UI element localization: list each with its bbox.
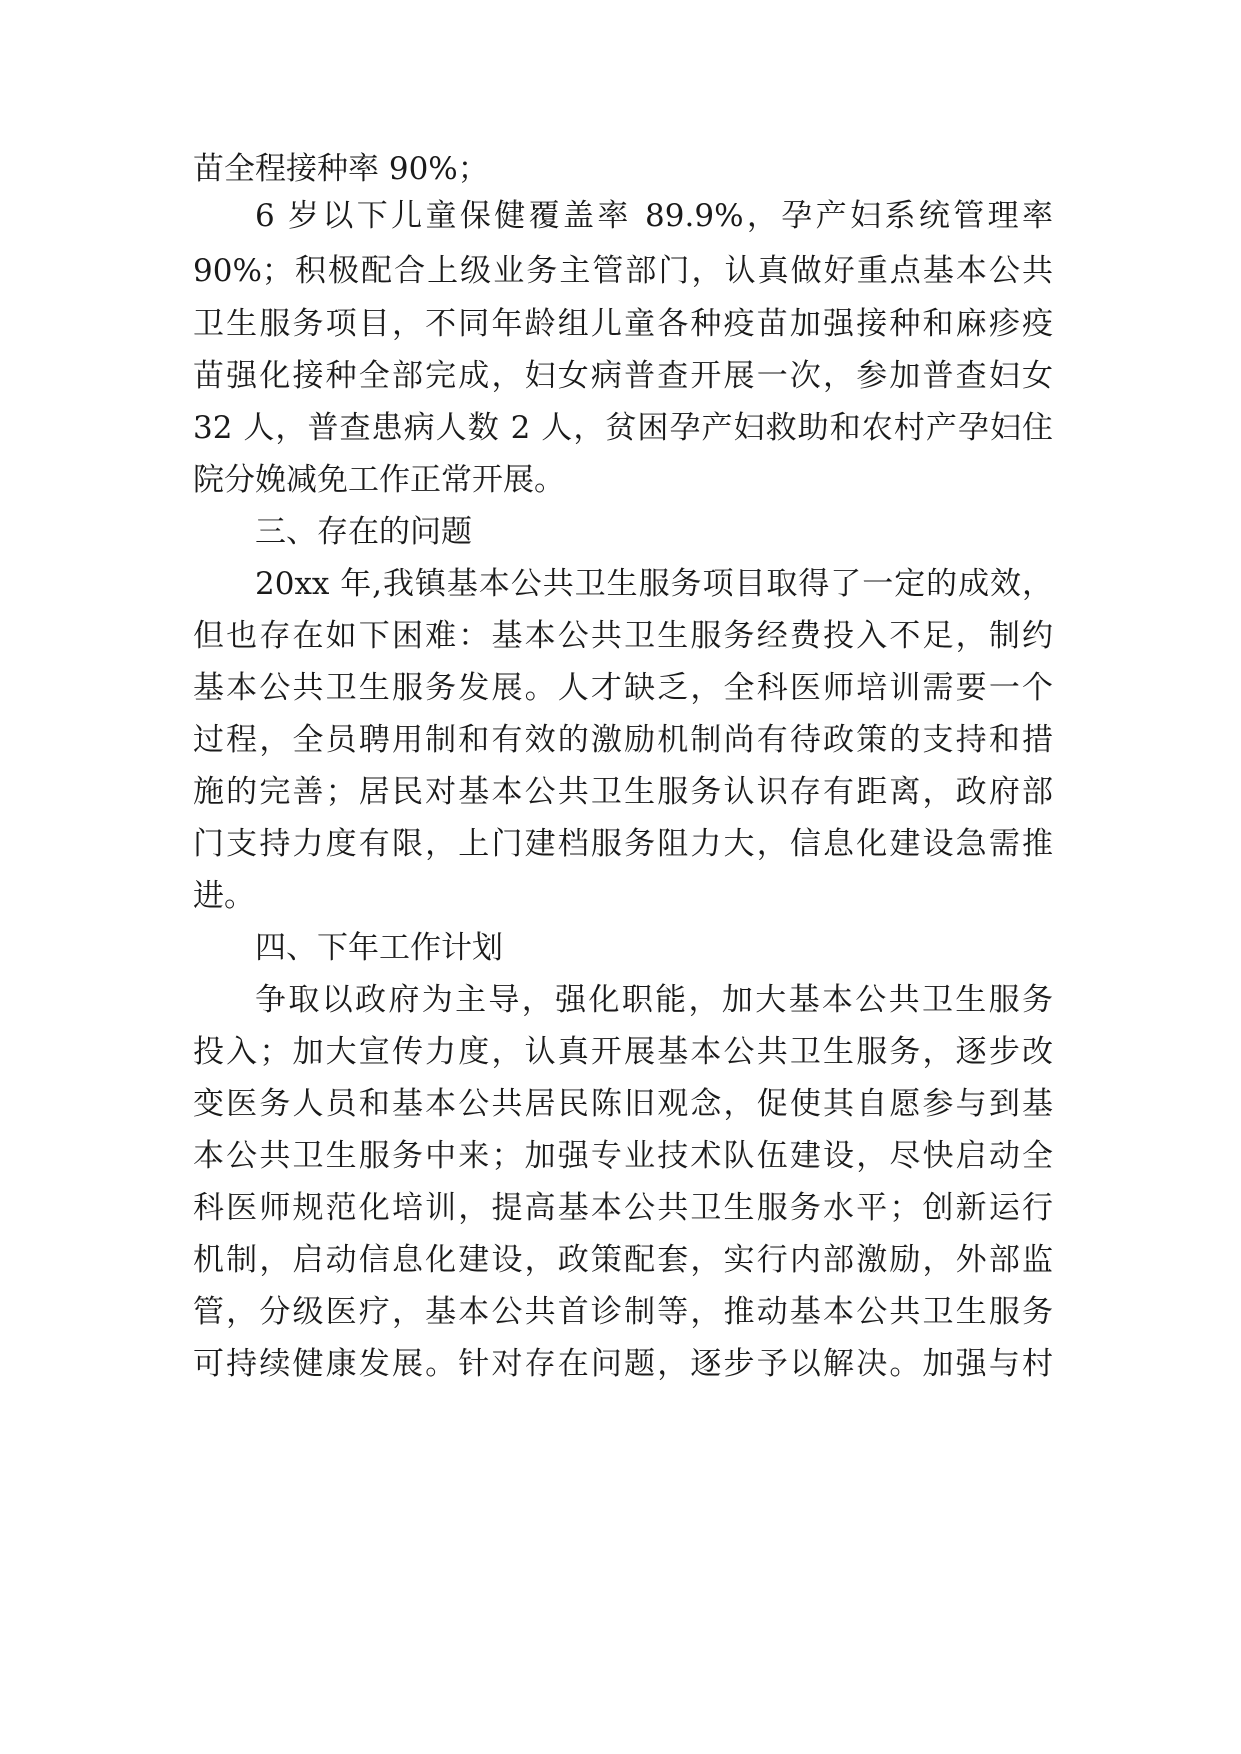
paragraph-line: 进。 <box>193 878 255 914</box>
paragraph-line: 过程，全员聘用制和有效的激励机制尚有待政策的支持和措 <box>193 722 1053 758</box>
section-heading-problems: 三、存在的问题 <box>255 514 472 550</box>
paragraph-line: 苗强化接种全部完成，妇女病普查开展一次，参加普查妇女 <box>193 358 1053 394</box>
paragraph-line: 科医师规范化培训，提高基本公共卫生服务水平；创新运行 <box>193 1190 1053 1226</box>
paragraph-line: 苗全程接种率 90%； <box>193 151 489 187</box>
paragraph-line: 施的完善；居民对基本公共卫生服务认识存有距离，政府部 <box>193 774 1053 810</box>
paragraph-line: 本公共卫生服务中来；加强专业技术队伍建设，尽快启动全 <box>193 1138 1053 1174</box>
paragraph-line: 争取以政府为主导，强化职能，加大基本公共卫生服务 <box>255 982 1053 1018</box>
paragraph-line: 32 人，普查患病人数 2 人，贫困孕产妇救助和农村产孕妇住 <box>193 410 1053 446</box>
paragraph-line: 卫生服务项目，不同年龄组儿童各种疫苗加强接种和麻疹疫 <box>193 306 1053 342</box>
paragraph-line: 90%；积极配合上级业务主管部门，认真做好重点基本公共 <box>193 253 1053 289</box>
paragraph-line: 6 岁以下儿童保健覆盖率 89.9%，孕产妇系统管理率 <box>255 198 1053 234</box>
paragraph-line: 投入；加大宣传力度，认真开展基本公共卫生服务，逐步改 <box>193 1034 1053 1070</box>
paragraph-line: 院分娩减免工作正常开展。 <box>193 462 565 498</box>
paragraph-line: 基本公共卫生服务发展。人才缺乏，全科医师培训需要一个 <box>193 670 1053 706</box>
paragraph-line: 可持续健康发展。针对存在问题，逐步予以解决。加强与村 <box>193 1346 1053 1382</box>
paragraph-line: 机制，启动信息化建设，政策配套，实行内部激励，外部监 <box>193 1242 1053 1278</box>
section-heading-plan: 四、下年工作计划 <box>255 930 503 966</box>
paragraph-line: 20xx 年,我镇基本公共卫生服务项目取得了一定的成效， <box>255 566 1053 602</box>
paragraph-line: 门支持力度有限，上门建档服务阻力大，信息化建设急需推 <box>193 826 1053 862</box>
paragraph-line: 变医务人员和基本公共居民陈旧观念，促使其自愿参与到基 <box>193 1086 1053 1122</box>
paragraph-line: 管，分级医疗，基本公共首诊制等，推动基本公共卫生服务 <box>193 1294 1053 1330</box>
paragraph-line: 但也存在如下困难：基本公共卫生服务经费投入不足，制约 <box>193 618 1053 654</box>
